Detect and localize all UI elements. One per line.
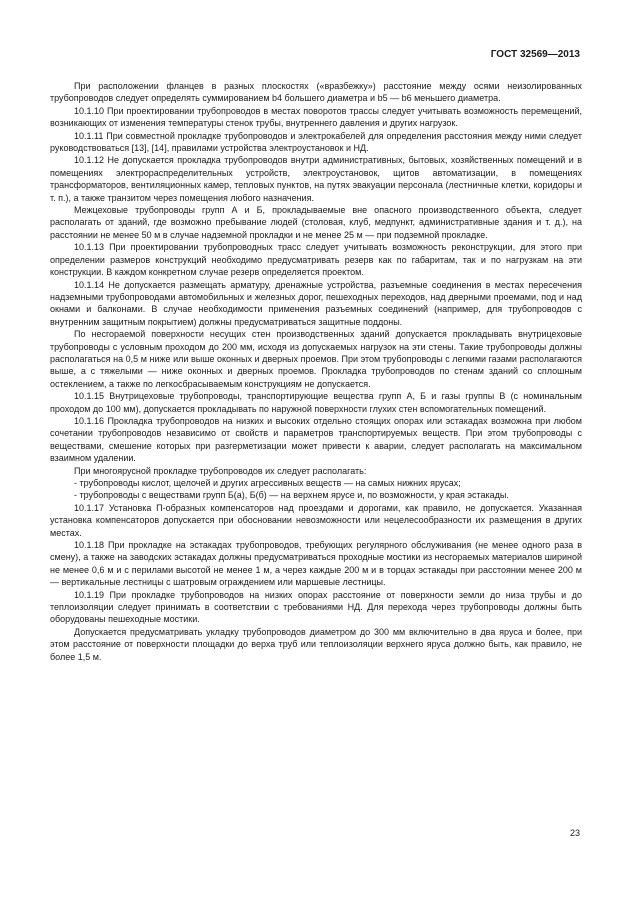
paragraph: 10.1.14 Не допускается размещать арматуру, дренажные устройства, разъемные соединения в местах пересечения надземными трубопроводами автомобильных и железных дорог, пешеходных переходов, над дверными проемами, под и над окнами и балконами. В случае необходимости применения разъемных соединений (например, для трубопроводов с внутренним защитным покрытием) должны предусматриваться защитные поддоны.	[50, 279, 582, 327]
paragraph: По несгораемой поверхности несущих стен производственных зданий допускается прокладывать внутрицеховые трубопроводы с условным проходом до 200 мм, исходя из допускаемых нагрузок на эти стены. Такие трубопроводы должны располагаться на 0,5 м ниже или выше оконных и дверных проемов. При этом трубопроводы с легкими газами располагаются выше, а с тяжелыми — ниже оконных и дверных проемов. Прокладка трубопроводов по стенам зданий со сплошным остеклением, а также по легкосбрасываемым конструкциям не допускается.	[50, 329, 582, 389]
paragraph: 10.1.17 Установка П-образных компенсаторов над проездами и дорогами, как правило, не допускается. Указанная установка компенсаторов допускается при обосновании невозможности или нецелесообразности их размещения в других местах.	[50, 502, 582, 538]
paragraph: 10.1.13 При проектировании трубопроводных трасс следует учитывать возможность реконструкции, для этого при определении размеров конструкций необходимо предусматривать резерв как по габаритам, так и по нагрузкам на эти конструкции. В каждом конкретном случае резерв определяется проектом.	[50, 242, 582, 278]
paragraph: При многоярусной прокладке трубопроводов их следует располагать:	[74, 465, 367, 476]
list-item: - трубопроводы с веществами групп Б(а), Б(б) — на верхнем ярусе и, по возможности, у края эстакады.	[74, 490, 509, 501]
paragraph: При расположении фланцев в разных плоскостях («вразбежку») расстояние между осями неизолированных трубопроводов следует определять суммированием b4 большего диаметра и b5 — b6 меньшего диаметра.	[50, 81, 582, 104]
document-body	[50, 80, 582, 663]
paragraph: 10.1.15 Внутрицеховые трубопроводы, транспортирующие вещества групп А, Б и газы группы В (с номинальным проходом до 100 мм), допускается прокладывать по наружной поверхности глухих стен вспомогательных помещений.	[50, 391, 582, 414]
paragraph: 10.1.11 При совместной прокладке трубопроводов и электрокабелей для определения расстояния между ними следует руководствоваться [13], [14], правилами устройства электроустановок и НД.	[50, 130, 582, 154]
paragraph: 10.1.12 Не допускается прокладка трубопроводов внутри административных, бытовых, хозяйственных помещений и в помещениях электрораспределительных устройств, электроустановок, щитов автоматизации, в помещениях трансформаторов, вентиляционных камер, тепловых пунктов, на путях эвакуации персонала (лестничные клетки, коридоры и т. п.), а также транзитом через помещения любого назначения.	[50, 155, 582, 203]
paragraph: 10.1.19 При прокладке трубопроводов на низких опорах расстояние от поверхности земли до низа трубы и до теплоизоляции следует принимать в соответствии с требованиями НД. Для перехода через трубопроводы должны быть оборудованы пешеходные мостики.	[50, 589, 582, 625]
paragraph: Межцеховые трубопроводы групп А и Б, прокладываемые вне опасного производственного объекта, следует располагать от зданий, где возможно пребывание людей (столовая, клуб, медпункт, административные здания и т. д.), на расстоянии не менее 50 м в случае надземной прокладки и не менее 25 м — при подземной прокладке.	[50, 205, 582, 240]
paragraph: 10.1.10 При проектировании трубопроводов в местах поворотов трассы следует учитывать возможность перемещений, возникающих от изменения температуры стенок трубы, внутреннего давления и других нагрузок.	[50, 105, 582, 129]
page-number: 23	[569, 828, 580, 838]
paragraph: 10.1.18 При прокладке на эстакадах трубопроводов, требующих регулярного обслуживания (не менее одного раза в смену), а также на заводских эстакадах должны предусматриваться проходные мостики из несгораемых материалов шириной не менее 0,6 м и с перилами высотой не менее 1 м, а через каждые 200 м и в торцах эстакады при расстоянии менее 200 м — вертикальные лестницы с шатровым ограждением или маршевые лестницы.	[50, 540, 582, 588]
document-header: ГОСТ 32569—2013	[490, 49, 580, 60]
list-item: - трубопроводы кислот, щелочей и других агрессивных веществ — на самых нижних ярусах;	[74, 478, 461, 488]
paragraph: Допускается предусматривать укладку трубопроводов диаметром до 300 мм включительно в два яруса и более, при этом расстояние от поверхности площадки до верха труб или теплоизоляции верхнего яруса должно быть, как правило, не более 1,5 м.	[50, 626, 582, 662]
paragraph: 10.1.16 Прокладка трубопроводов на низких и высоких отдельно стоящих опорах или эстакадах возможна при любом сочетании трубопроводов независимо от свойств и параметров транспортируемых веществ. При этом трубопроводы с веществами, смешение которых при разгерметизации может привести к аварии, следует располагать на максимальном взаимном удалении.	[50, 415, 582, 464]
